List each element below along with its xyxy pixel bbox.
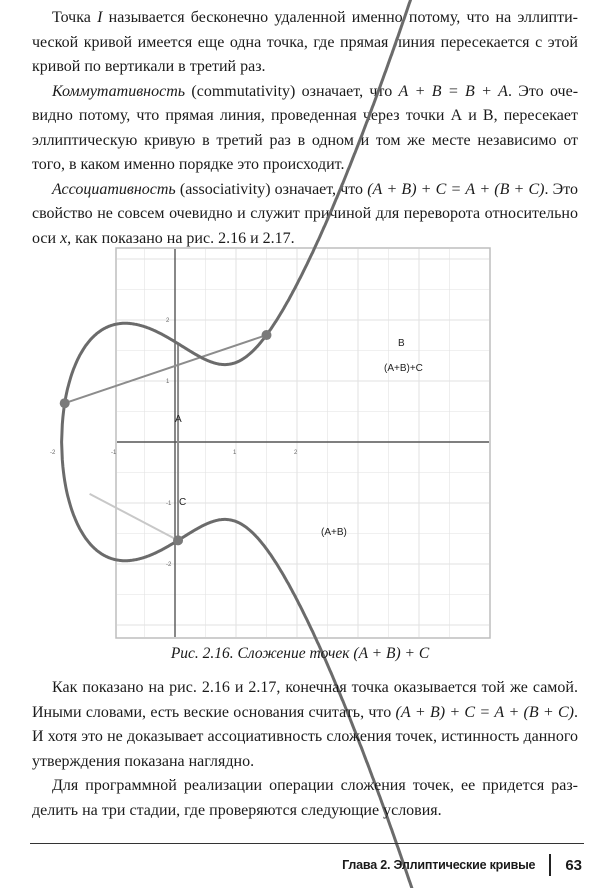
y-tick-label: 1 bbox=[166, 379, 170, 385]
text-run: (associativity) означает, что bbox=[175, 180, 368, 198]
top-text-block bbox=[32, 6, 578, 251]
point-a bbox=[60, 398, 70, 408]
bottom-paragraph-2 bbox=[32, 774, 578, 823]
label-point-c: C bbox=[179, 497, 187, 508]
text-run: Точка bbox=[52, 9, 98, 26]
elliptic-curve-plot bbox=[50, 247, 491, 639]
page-footer bbox=[342, 850, 582, 880]
text-run: . Это очевидно потому, что прямая линия, проведенная через точки А и В, пересекает эллиптическую кривую в третий раз в одном и том же месте независимо от того, в каком именно порядке это происходит. bbox=[32, 82, 579, 173]
text-run: Как показано на рис. 2.16 и 2.17, конечная точка оказывается той же самой. Иными словами, есть веские основания считать, что bbox=[32, 679, 578, 721]
text-run: Ассоциативность bbox=[52, 180, 176, 198]
top-paragraph-1 bbox=[32, 6, 578, 80]
text-run: А + В = В + А bbox=[398, 82, 508, 100]
figure-elliptic-curve bbox=[50, 247, 491, 639]
x-tick-label: 2 bbox=[294, 450, 298, 456]
text-run: , как показано на рис. 2.16 и 2.17. bbox=[67, 229, 295, 247]
top-paragraph-3 bbox=[32, 178, 578, 252]
point-b bbox=[262, 330, 272, 340]
plot-grid bbox=[116, 248, 490, 638]
y-tick-label: -1 bbox=[166, 501, 172, 507]
figure-caption: Рис. 2.16. Сложение точек (A + B) + C bbox=[170, 645, 430, 662]
text-run: называется бесконечно удаленной именно потому, что на эллиптической кривой имеется еще одна точка, где прямая линия пересекается с этой кривой по вертикали в третий раз. bbox=[32, 9, 578, 75]
running-footer-chapter: Глава 2. Эллиптические кривые bbox=[342, 858, 536, 872]
text-run: . Это свойство не совсем очевидно и служит причиной для переворота относительно оси bbox=[32, 180, 578, 247]
x-tick-label: -1 bbox=[111, 450, 117, 456]
label-point-a: A bbox=[175, 414, 182, 425]
label-point-b: B bbox=[398, 338, 405, 349]
text-run: I bbox=[97, 9, 103, 26]
text-run: (commutativity) означает, что bbox=[185, 82, 399, 100]
y-tick-label: -2 bbox=[166, 562, 172, 568]
label-point-a-plus-b: (A+B) bbox=[321, 527, 347, 538]
plot-ticks bbox=[50, 318, 298, 568]
bottom-paragraph-1 bbox=[32, 676, 578, 774]
page-number: 63 bbox=[565, 856, 582, 874]
text-run: (А + В) + С = А + (В + С) bbox=[367, 180, 545, 198]
footer-separator bbox=[549, 854, 551, 876]
footer-divider bbox=[30, 843, 584, 844]
top-paragraph-2 bbox=[32, 80, 578, 178]
text-run: Коммутативность bbox=[52, 82, 186, 100]
text-run: (А + В) + С = А + (В + С) bbox=[395, 703, 574, 721]
y-tick-label: 2 bbox=[166, 318, 170, 324]
text-run: x bbox=[60, 229, 68, 247]
text-run: Для программной реализации операции сложения точек, ее придется разделить на три стадии, где проверяются следующие условия. bbox=[32, 777, 578, 819]
plot-axes bbox=[117, 249, 489, 637]
x-tick-label: -2 bbox=[50, 450, 56, 456]
plot-frame bbox=[116, 248, 490, 638]
point-a-plus-b bbox=[173, 535, 183, 545]
text-run: . И хотя это не доказывает ассоциативность сложения точек, истинность данного утверждения показана наглядно. bbox=[32, 703, 578, 770]
bottom-text-block bbox=[32, 676, 578, 823]
point-labels bbox=[175, 338, 423, 538]
label-point-a-plus-b-plus-c: (A+B)+C bbox=[384, 363, 423, 374]
x-tick-label: 1 bbox=[233, 450, 237, 456]
